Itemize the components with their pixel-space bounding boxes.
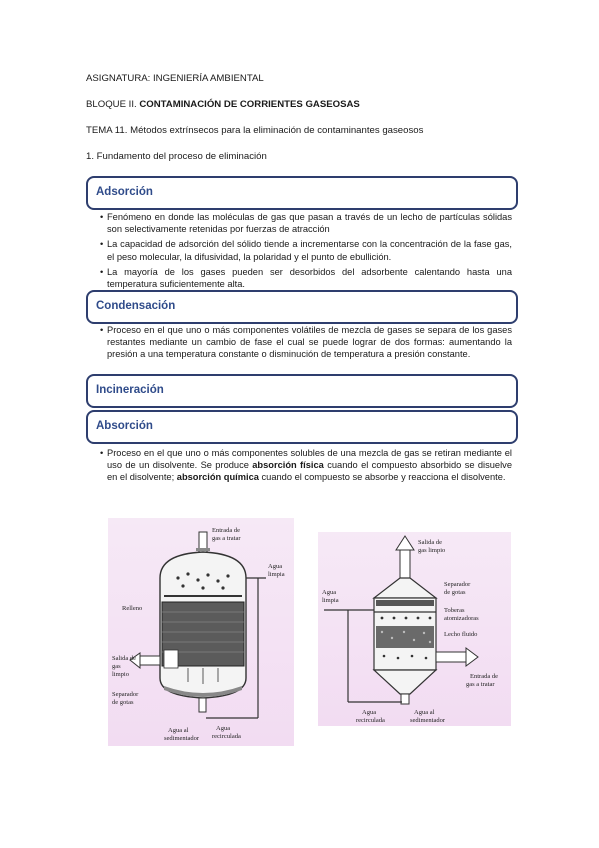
label-entrada-1: Entrada de: [212, 527, 240, 534]
section-title-adsorcion: Adsorción: [96, 186, 153, 198]
fluidized-bed-diagram: [318, 532, 511, 726]
label-agua-rec-2: recirculada: [356, 717, 385, 724]
list-item: • La capacidad de adsorción del sólido tiende a incrementarse con la concentración de la fase gas, el peso molecular, la difusividad, la polaridad y el punto de ebullición.: [100, 238, 512, 262]
absorcion-text-3: cuando el compuesto se absorbe y reacciona el disolvente.: [258, 472, 506, 483]
section-condensacion: [86, 290, 518, 324]
label-agua-sed-2: sedimentador: [164, 735, 200, 742]
list-item: • Fenómeno en donde las moléculas de gas que pasan a través de un lecho de partículas sólidas son selectivamente retenidas por fuerzas de atracción: [100, 211, 512, 235]
condensacion-bullets: [100, 324, 512, 364]
tema-line: TEMA 11. Métodos extrínsecos para la eliminación de contaminantes gaseosos: [86, 125, 424, 136]
bloque-prefix: BLOQUE II.: [86, 99, 140, 110]
section-title-condensacion: Condensación: [96, 300, 176, 312]
label-agua-limpia-2: limpia: [322, 597, 339, 604]
list-item: [100, 447, 512, 484]
asignatura-line: ASIGNATURA: INGENIERÍA AMBIENTAL: [86, 73, 264, 84]
packed-tower-diagram: [108, 518, 294, 746]
label-agua-sed-1: Agua al: [414, 709, 435, 716]
section-incineracion: [86, 374, 518, 408]
section-title-absorcion: Absorción: [96, 420, 153, 432]
label-agua-limpia-1: Agua: [322, 589, 337, 596]
label-entrada-2: gas a tratar: [466, 681, 495, 688]
label-salida-1: Salida de: [112, 655, 137, 662]
list-item: • La mayoría de los gases pueden ser desorbidos del adsorbente calentando hasta una temperatura suficientemente alta.: [100, 266, 512, 290]
numbered-item: 1. Fundamento del proceso de eliminación: [86, 151, 267, 162]
bloque-line: [86, 99, 360, 110]
label-salida-1: Salida de: [418, 539, 443, 546]
absorcion-text-2: cuando el compuesto absorbido se disuelve en el disolvente;: [107, 460, 512, 483]
packed-tower-figure: [108, 518, 294, 746]
adsorcion-bullets: [100, 211, 512, 293]
label-salida-3: limpio: [112, 671, 129, 678]
absorcion-quimica-term: absorción química: [176, 472, 259, 483]
fluidized-bed-figure: [318, 532, 511, 726]
absorcion-fisica-term: absorción física: [252, 460, 324, 471]
label-agua-limpia-2: limpia: [268, 571, 285, 578]
label-separador-2: de gotas: [444, 589, 466, 596]
label-relleno: Relleno: [122, 605, 143, 612]
label-agua-rec-2: recirculada: [212, 733, 241, 740]
list-item: • Proceso en el que uno o más componentes volátiles de mezcla de gases se separa de los gases restantes mediante un cambio de fase el cual se puede lograr de dos formas: aumentando la presión a una temperatura constante o disminución de temperatura a presión constante.: [100, 324, 512, 361]
label-entrada-2: gas a tratar: [212, 535, 241, 542]
label-entrada-1: Entrada de: [470, 673, 498, 680]
label-agua-rec-1: Agua: [362, 709, 377, 716]
section-adsorcion: [86, 176, 518, 210]
label-agua-sed-1: Agua al: [168, 727, 189, 734]
section-title-incineracion: Incineración: [96, 384, 164, 396]
label-salida-2: gas limpio: [418, 547, 446, 554]
label-separador-1: Separador: [112, 691, 139, 698]
label-agua-rec-1: Agua: [216, 725, 231, 732]
bloque-title: CONTAMINACIÓN DE CORRIENTES GASEOSAS: [139, 99, 360, 110]
label-toberas-1: Toberas: [444, 607, 465, 614]
absorcion-bullets: [100, 447, 512, 487]
label-separador-2: de gotas: [112, 699, 134, 706]
absorcion-text-1: Proceso en el que uno o más componentes solubles de una mezcla de gas se retiran mediante el uso de un disolvente. Se produce: [107, 448, 512, 471]
label-lecho: Lecho fluido: [444, 631, 478, 638]
label-agua-sed-2: sedimentador: [410, 717, 446, 724]
label-separador-1: Separador: [444, 581, 471, 588]
label-agua-limpia-1: Agua: [268, 563, 283, 570]
label-toberas-2: atomizadoras: [444, 615, 479, 622]
label-salida-2: gas: [112, 663, 121, 670]
section-absorcion: [86, 410, 518, 444]
